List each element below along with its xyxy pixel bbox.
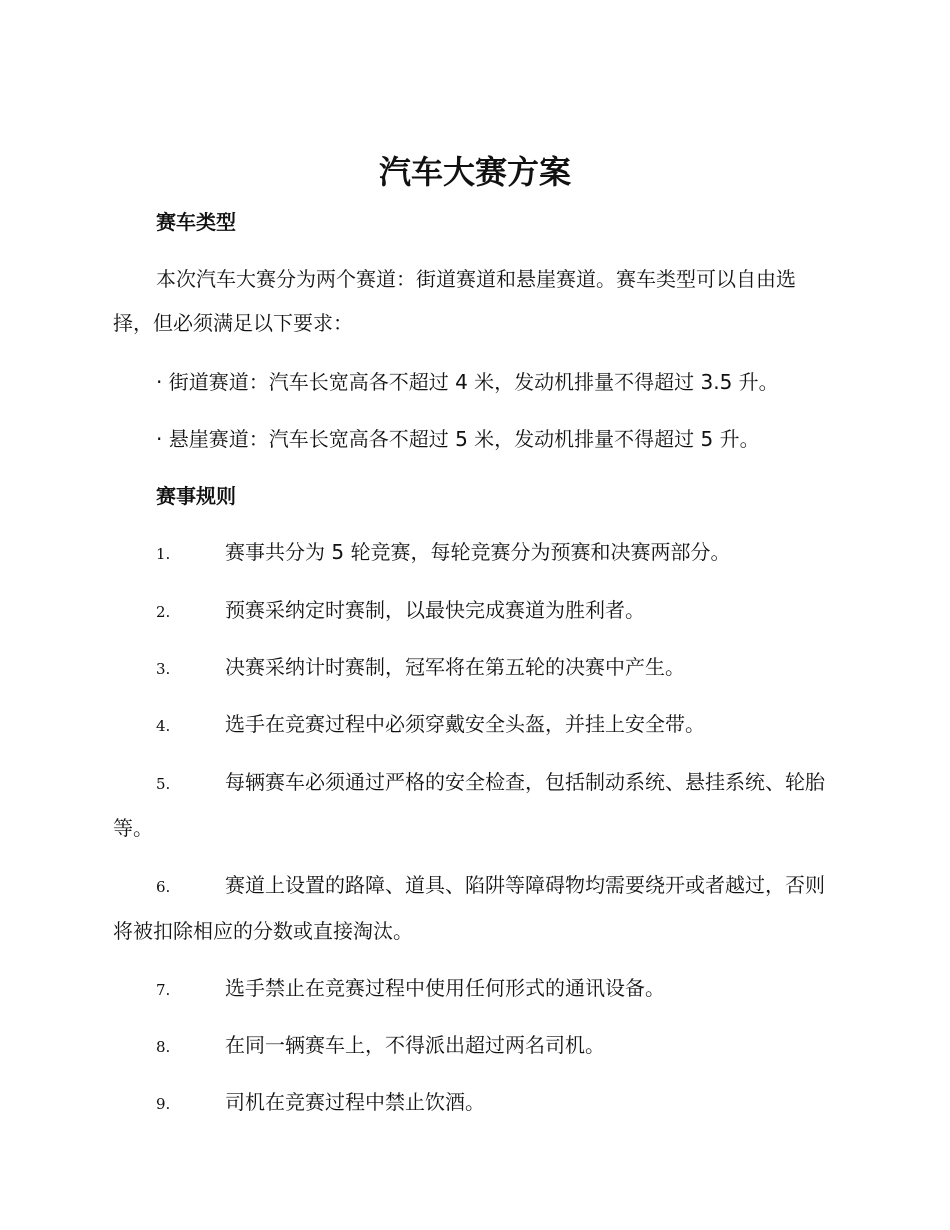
- rule-item: [113, 702, 833, 748]
- document-title: 汽车大赛方案: [378, 153, 571, 191]
- rule-text: 选手在竞赛过程中必须穿戴安全头盔，并挂上安全带。: [225, 712, 705, 736]
- rule-text: 每辆赛车必须通过严格的安全检查，包括制动系统、悬挂系统、轮胎等。: [113, 770, 825, 840]
- rule-text: 赛道上设置的路障、道具、陷阱等障碍物均需要绕开或者越过，否则将被扣除相应的分数或直接淘汰。: [113, 873, 825, 943]
- rule-item: [113, 1080, 833, 1126]
- rule-number: 7.: [156, 981, 171, 999]
- rule-number: 4.: [156, 717, 171, 735]
- rule-item: [113, 966, 833, 1012]
- bullet-cliff-track: · 悬崖赛道：汽车长宽高各不超过 5 米，发动机排量不得超过 5 升。: [156, 427, 760, 451]
- bullet-street-track: · 街道赛道：汽车长宽高各不超过 4 米，发动机排量不得超过 3.5 升。: [156, 370, 779, 394]
- rule-item: [113, 530, 833, 576]
- rule-item: [113, 588, 833, 634]
- rule-number: 6.: [156, 878, 171, 896]
- rule-text: 赛事共分为 5 轮竞赛，每轮竞赛分为预赛和决赛两部分。: [225, 540, 731, 564]
- rule-item: [113, 863, 833, 953]
- rule-text: 在同一辆赛车上，不得派出超过两名司机。: [225, 1033, 605, 1057]
- rule-text: 决赛采纳计时赛制，冠军将在第五轮的决赛中产生。: [225, 655, 685, 679]
- rule-number: 5.: [156, 775, 171, 793]
- rule-text: 选手禁止在竞赛过程中使用任何形式的通讯设备。: [225, 976, 665, 1000]
- rule-item: [113, 645, 833, 691]
- intro-paragraph: 本次汽车大赛分为两个赛道：街道赛道和悬崖赛道。赛车类型可以自由选择，但必须满足以下要求：: [113, 267, 796, 335]
- rule-number: 2.: [156, 603, 171, 621]
- rule-text: 预赛采纳定时赛制，以最快完成赛道为胜利者。: [225, 598, 645, 622]
- rule-number: 8.: [156, 1038, 171, 1056]
- rule-number: 1.: [156, 545, 171, 563]
- rule-text: 司机在竞赛过程中禁止饮酒。: [225, 1090, 485, 1114]
- rule-item: [113, 760, 833, 850]
- rule-number: 9.: [156, 1095, 171, 1113]
- section-heading-car-types: 赛车类型: [156, 210, 236, 234]
- rule-number: 3.: [156, 660, 171, 678]
- rule-item: [113, 1023, 833, 1069]
- section-heading-rules: 赛事规则: [156, 484, 236, 508]
